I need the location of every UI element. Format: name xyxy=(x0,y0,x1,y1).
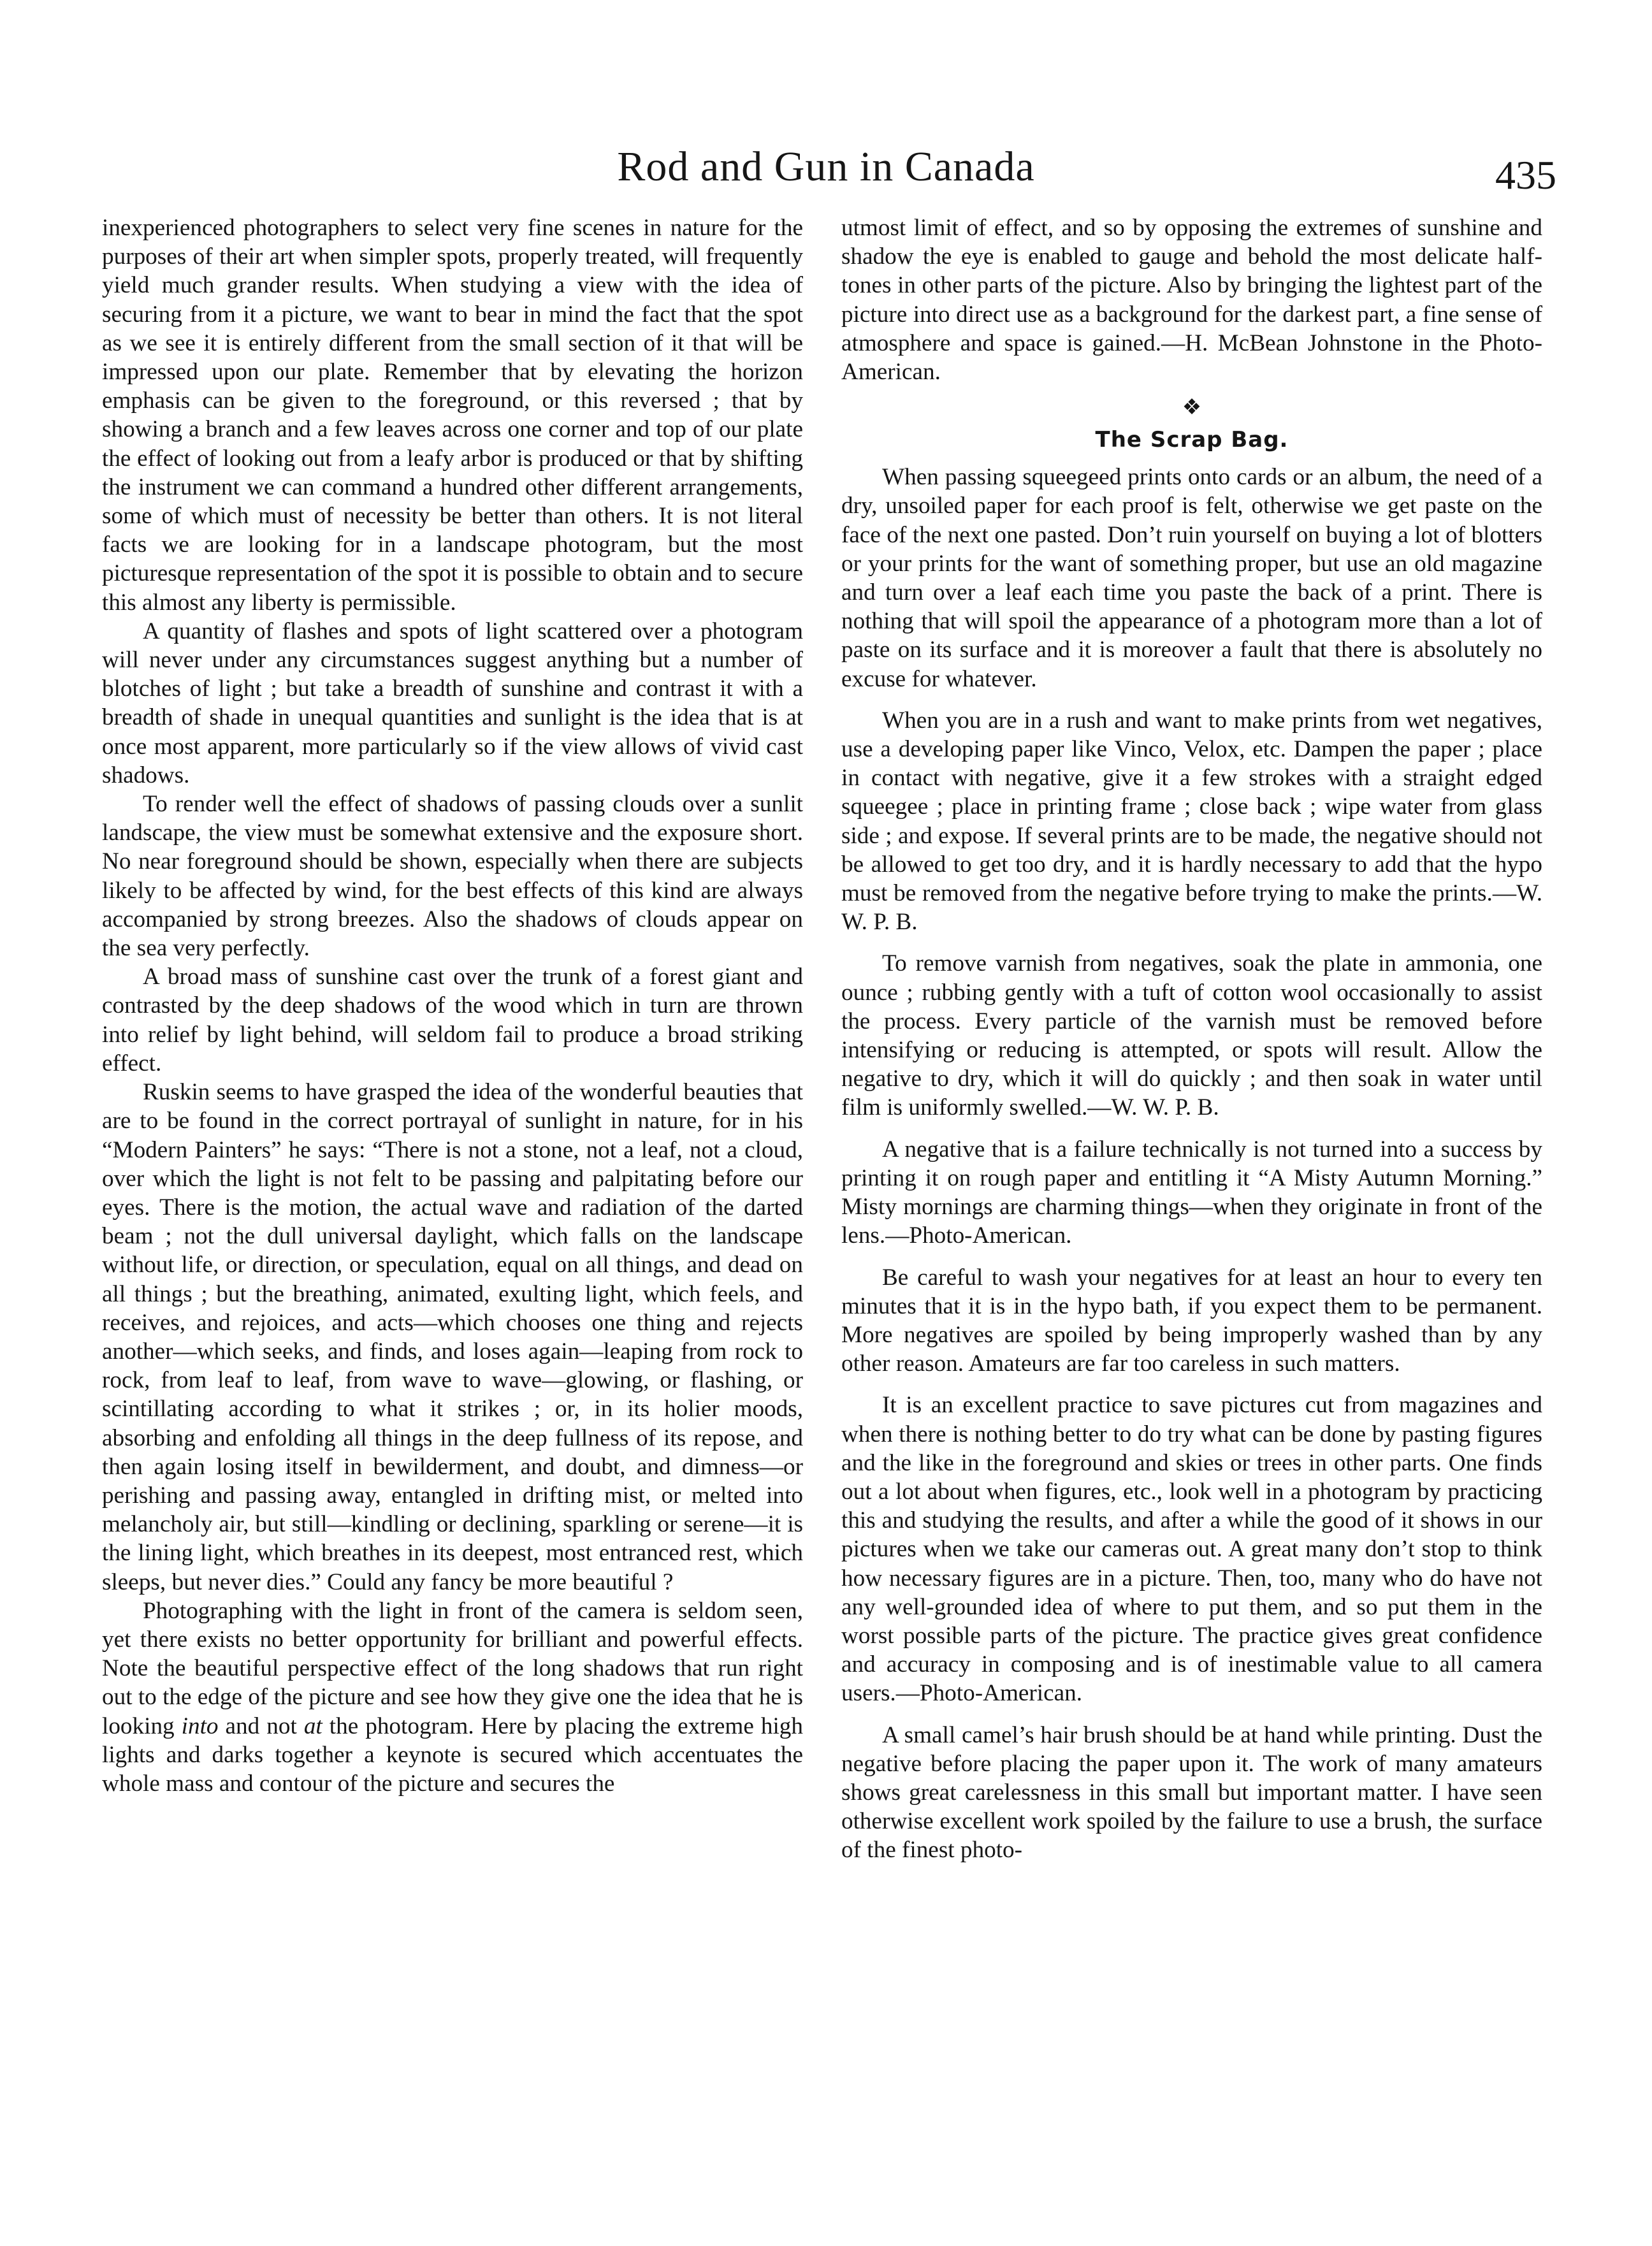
continued-paragraph: utmost limit of effect, and so by opposing the extremes of sunshine and shadow the eye is enabled to gauge and behold the most delicate half-tones in other parts of the picture. Also by bringing the lightest part of the picture into direct use as a background for the darkest part, a fine sense of atmosphere and space is gained.—H. McBean Johnstone in the Photo-American. xyxy=(841,215,1542,386)
text-run: and not xyxy=(218,1713,304,1739)
paragraph: Be careful to wash your negatives for at least an hour to every ten minutes that it is in the hypo bath, if you expect them to be permanent. More negatives are spoiled by being improperly washed than by any other reason. Amateurs are far too careless in such matters. xyxy=(841,1264,1542,1377)
text-run: Photographing with the light in front of the camera is seldom seen, yet there exists no better opportunity for brilliant and powerful effects. Note the beautiful perspective effect of the long shadows that run right out to the edge of the picture and see how they give one the idea that he is looking xyxy=(102,1597,803,1739)
running-header-title: Rod and Gun in Canada xyxy=(617,143,1035,190)
paragraph: To render well the effect of shadows of passing clouds over a sunlit landscape, the view must be somewhat extensive and the exposure short. No near foreground should be shown, especially when there are subjects likely to be affected by wind, for the best effects of this kind are always accompanied by strong breezes. Also the shadows of clouds appear on the sea very perfectly. xyxy=(102,791,803,962)
section-title: The Scrap Bag. xyxy=(1095,427,1289,453)
paragraph: It is an excellent practice to save pictures cut from magazines and when there is nothing better to do try what can be done by pasting figures and the like in the foreground and skies or trees in other parts. One finds out a lot about when figures, etc., look well in a photogram by practicing this and studying the results, and after a while the good of it shows in our pictures when we take our cameras out. A great many don’t stop to think how necessary figures are in a picture. Then, too, many who do have not any well-grounded idea of where to put them, and so put them in the worst possible parts of the picture. The practice gives great confidence and accuracy in composing and is of inestimable value to all camera users.—Photo-American. xyxy=(841,1392,1542,1707)
paragraph xyxy=(102,1597,803,1798)
paragraph: A negative that is a failure technically is not turned into a success by printing it on rough paper and entitling it “A Misty Autumn Morning.” Misty mornings are charming things—when they originate in front of the lens.—Photo-American. xyxy=(841,1136,1542,1249)
section-ornament: ❖ xyxy=(1182,396,1202,420)
page-number: 435 xyxy=(1495,152,1556,198)
paragraph: When you are in a rush and want to make prints from wet negatives, use a developing paper like Vinco, Velox, etc. Dampen the paper ; place in contact with negative, give it a few strokes with a straight edged squeegee ; place in printing frame ; close back ; wipe water from glass side ; and expose. If several prints are to be made, the negative should not be allowed to get too dry, and it is hardly necessary to add that the hypo must be removed from the negative before trying to make the prints.—W. W. P. B. xyxy=(841,707,1542,936)
paragraph: To remove varnish from negatives, soak the plate in ammonia, one ounce ; rubbing gently with a tuft of cotton wool occasionally to assist the process. Every particle of the varnish must be removed before intensifying or reducing is attempted, or spots will result. Allow the negative to dry, which it will do quickly ; and then soak in water until film is uniformly swelled.—W. W. P. B. xyxy=(841,950,1542,1121)
right-column xyxy=(841,214,1542,2208)
paragraph: A quantity of flashes and spots of light scattered over a photogram will never under any circumstances suggest anything but a number of blotches of light ; but take a breadth of sunshine and contrast it with a breadth of shade in unequal quantities and sunlight is the idea that is at once most apparent, more particularly so if the view allows of vivid cast shadows. xyxy=(102,618,803,788)
paragraph: When passing squeegeed prints onto cards or an album, the need of a dry, unsoiled paper for each proof is felt, otherwise we get paste on the face of the next one pasted. Don’t ruin yourself on buying a lot of blotters or your prints for the want of something proper, but use an old magazine and turn over a leaf each time you paste the back of a print. There is nothing that will spoil the appearance of a photogram more than a lot of paste on its surface and it is moreover a fault that there is absolutely no excuse for whatever. xyxy=(841,464,1542,692)
italic-word: into xyxy=(181,1713,219,1739)
paragraph: Ruskin seems to have grasped the idea of the wonderful beauties that are to be found in the correct portrayal of sunlight in nature, for in his “Modern Painters” he says: “There is not a stone, not a leaf, not a cloud, over which the light is not felt to be passing and palpitating before our eyes. There is the motion, the actual wave and radiation of the darted beam ; not the dull universal daylight, which falls on the landscape without life, or direction, or speculation, equal on all things, and dead on all things ; but the breathing, animated, exulting light, which feels, and receives, and rejoices, and acts—which chooses one thing and rejects another—which seeks, and finds, and loses again—leaping from rock to rock, from leaf to leaf, from wave to wave—glowing, or flashing, or scintillating according to what it strikes ; or, in its holier moods, absorbing and enfolding all things in the deep fullness of its repose, and then again losing itself in bewilderment, and doubt, and dimness—or perishing and passing away, entangled in drifting mist, or melted into melancholy air, but still—kindling or declining, sparkling or serene—it is the lining light, which breathes in its deepest, most entranced rest, which sleeps, but never dies.” Could any fancy be more beautiful ? xyxy=(102,1079,803,1595)
text-run: the photogram. Here by placing the extreme high lights and darks together a keynote is secured which accentuates the whole mass and contour of the picture and secures the xyxy=(102,1713,803,1797)
paragraph: A small camel’s hair brush should be at hand while printing. Dust the negative before placing the paper upon it. The work of many amateurs shows great carelessness in this small but important matter. I have seen otherwise excellent work spoiled by the failure to use a brush, the surface of the finest photo- xyxy=(841,1721,1542,1864)
left-column xyxy=(102,214,803,2208)
paragraph: inexperienced photographers to select very fine scenes in nature for the purposes of their art when simpler spots, properly treated, will frequently yield much grander results. When studying a view with the idea of securing from it a picture, we want to bear in mind the fact that the spot as we see it is entirely different from the small section of it that will be impressed upon our plate. Remember that by elevating the horizon emphasis can be given to the foreground, or this reversed ; that by showing a branch and a few leaves across one corner and top of our plate the effect of looking out from a leafy arbor is produced or that by shifting the instrument we can command a hundred other different arrangements, some of which must of necessity be better than others. It is not literal facts we are looking for in a landscape photogram, but the most picturesque representation of the spot it is possible to obtain and to secure this almost any liberty is permissible. xyxy=(102,215,803,616)
paragraph: A broad mass of sunshine cast over the trunk of a forest giant and contrasted by the deep shadows of the wood which in turn are thrown into relief by light behind, will seldom fail to produce a broad striking effect. xyxy=(102,964,803,1076)
italic-word: at xyxy=(303,1713,322,1739)
